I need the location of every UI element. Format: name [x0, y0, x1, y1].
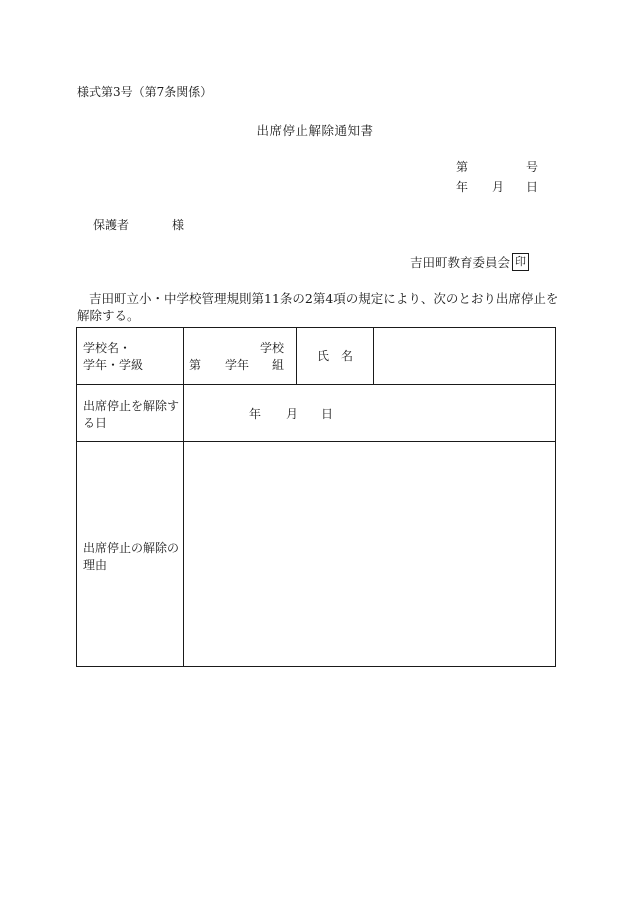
- release-reason-label-line1: 出席停止の解除の: [83, 541, 180, 555]
- notice-form-table: [76, 327, 556, 667]
- document-title: 出席停止解除通知書: [256, 123, 374, 138]
- release-reason-field: [184, 442, 555, 666]
- release-date-label-line1: 出席停止を解除す: [83, 399, 180, 413]
- grade-prefix-label: 第: [189, 358, 202, 372]
- date-day-label: 日: [526, 180, 539, 194]
- student-name-field: [374, 328, 555, 384]
- addressee-honorific: 様: [172, 218, 185, 232]
- release-reason-label-line2: 理由: [83, 558, 108, 572]
- seal-stamp-box: 印: [512, 253, 529, 271]
- body-paragraph: 吉田町立小・中学校管理規則第11条の2第4項の規定により、次のとおり出席停止を解除する。: [77, 291, 559, 323]
- form-number: 様式第3号（第7条関係）: [77, 85, 213, 99]
- release-day-label: 日: [321, 407, 334, 421]
- student-name-label: 氏 名: [317, 349, 354, 363]
- grade-label: 学年: [225, 358, 250, 372]
- date-month-label: 月: [492, 180, 505, 194]
- date-year-label: 年: [456, 180, 469, 194]
- row-divider-1: [77, 384, 555, 385]
- number-suffix: 号: [526, 160, 539, 174]
- release-year-label: 年: [249, 407, 262, 421]
- school-suffix-label: 学校: [260, 341, 285, 355]
- class-label: 組: [272, 358, 285, 372]
- document-date-line: [456, 180, 538, 196]
- school-column-divider: [296, 328, 297, 384]
- school-grade-class-label-line1: 学校名・: [83, 341, 132, 355]
- issuer-name: 吉田町教育委員会: [410, 255, 511, 270]
- release-month-label: 月: [286, 407, 299, 421]
- addressee-label: 保護者: [93, 218, 130, 232]
- release-date-label-line2: る日: [83, 416, 108, 430]
- number-prefix: 第: [456, 160, 469, 174]
- school-grade-class-label-line2: 学年・学級: [83, 358, 144, 372]
- document-number-line: [456, 160, 538, 176]
